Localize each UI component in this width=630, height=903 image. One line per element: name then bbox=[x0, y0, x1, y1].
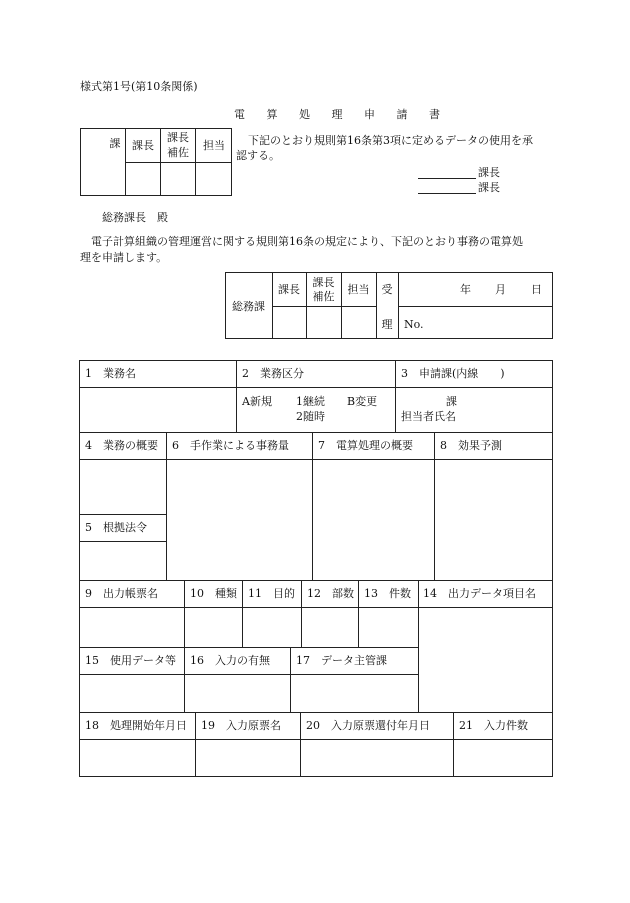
field-kouka-yosoku: 8 効果予測 bbox=[440, 439, 502, 452]
field-kensuu: 13 件数 bbox=[364, 587, 411, 600]
intro-line-1: 電子計算組織の管理運営に関する規則第16条の規定により、下記のとおり事務の電算処 bbox=[91, 235, 523, 248]
field-shori-kaishi: 18 処理開始年月日 bbox=[85, 719, 187, 732]
field-nyuuryoku-kensuu: 21 入力件数 bbox=[459, 719, 528, 732]
field-nyuuryoku-umu: 16 入力の有無 bbox=[190, 654, 270, 667]
reception-month: 月 bbox=[495, 283, 506, 296]
form-number: 様式第1号(第10条関係) bbox=[80, 80, 198, 93]
field-gyoumu-mei: 1 業務名 bbox=[85, 367, 136, 380]
field-shiyou-data: 15 使用データ等 bbox=[85, 654, 176, 667]
reception-day: 日 bbox=[531, 283, 542, 296]
field-shutsuryoku-data: 14 出力データ項目名 bbox=[423, 587, 536, 600]
field-genpyou-kanpu: 20 入力原票還付年月日 bbox=[306, 719, 430, 732]
field-shinsei-ka: 3 申請課(内線 ) bbox=[401, 367, 505, 380]
field-shurui: 10 種類 bbox=[190, 587, 237, 600]
reception-dept: 総務課 bbox=[232, 300, 265, 313]
reception-year: 年 bbox=[460, 283, 471, 296]
approval-col-kachou: 課長 bbox=[132, 139, 154, 152]
field-nyuuryoku-genpyou: 19 入力原票名 bbox=[201, 719, 281, 732]
label-tantousha: 担当者氏名 bbox=[401, 410, 456, 423]
field-shutsuryoku-chouhyou: 9 出力帳票名 bbox=[85, 587, 158, 600]
option-henkou: B変更 bbox=[347, 395, 378, 408]
approval-col-ka: 課 bbox=[109, 137, 121, 150]
sign-kachou-2: 課長 bbox=[478, 181, 500, 194]
field-densan-gaiyou: 7 電算処理の概要 bbox=[318, 439, 413, 452]
reception-recv-top: 受 bbox=[381, 283, 393, 296]
field-gyoumu-gaiyou: 4 業務の概要 bbox=[85, 439, 158, 452]
intro-line-2: 理を申請します。 bbox=[80, 251, 168, 264]
field-tesagyou: 6 手作業による事務量 bbox=[172, 439, 289, 452]
option-shinki: A新規 bbox=[242, 395, 272, 408]
reception-col-hosa-1: 課長 bbox=[312, 276, 335, 289]
option-keizoku: 1継続 bbox=[296, 395, 325, 408]
approval-note-1: 下記のとおり規則第16条第3項に定めるデータの使用を承 bbox=[248, 134, 533, 147]
approval-col-tantou: 担当 bbox=[203, 139, 225, 152]
field-gyoumu-kubun: 2 業務区分 bbox=[242, 367, 304, 380]
field-busuu: 12 部数 bbox=[307, 587, 354, 600]
reception-col-hosa-2: 補佐 bbox=[312, 290, 335, 303]
approval-col-hosa-2: 補佐 bbox=[167, 146, 189, 159]
reception-no: No. bbox=[404, 318, 424, 331]
reception-recv-bottom: 理 bbox=[381, 318, 393, 331]
reception-col-kachou: 課長 bbox=[278, 283, 300, 296]
approval-col-hosa-1: 課長 bbox=[167, 131, 189, 144]
form-title: 電 算 処 理 申 請 書 bbox=[234, 108, 449, 121]
reception-col-tantou: 担当 bbox=[347, 283, 370, 296]
addressee: 総務課長 殿 bbox=[102, 211, 168, 224]
field-mokuteki: 11 目的 bbox=[248, 587, 295, 600]
sign-kachou-1: 課長 bbox=[478, 166, 500, 179]
field-data-shukan: 17 データ主管課 bbox=[296, 654, 387, 667]
approval-note-2: 認する。 bbox=[236, 149, 280, 162]
option-zuiji: 2随時 bbox=[296, 410, 325, 423]
label-ka: 課 bbox=[446, 395, 457, 408]
field-konkyo-hourei: 5 根拠法令 bbox=[85, 521, 147, 534]
